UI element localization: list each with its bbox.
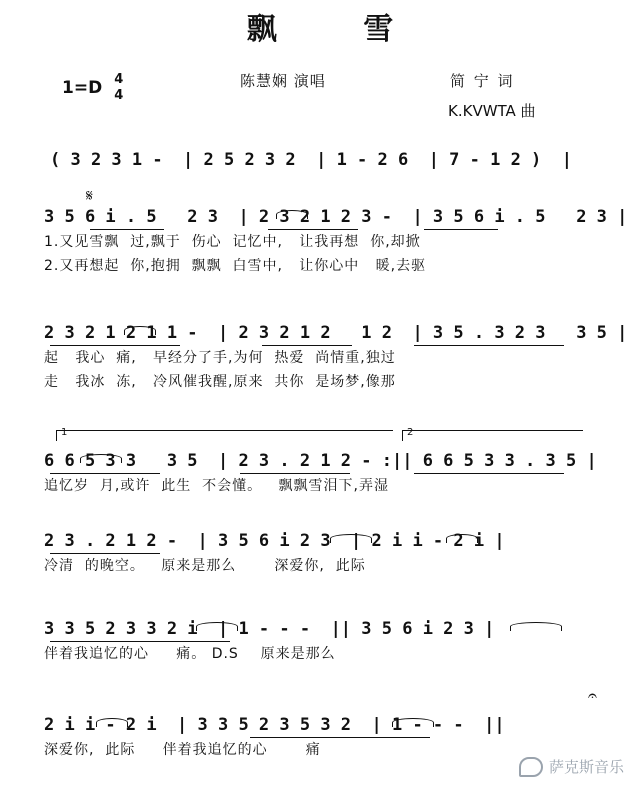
lyric-line-2: 走 我冰 冻, 冷风催我醒,原来 共你 是场梦,像那 <box>44 374 396 390</box>
lyric-line-2: 2.又再想起 你,抱拥 飘飘 白雪中, 让你心中 暖,去驱 <box>44 258 427 274</box>
notation-line: 2 3 2 1 2 1 1 - | 2 3 2 1 2 1 2 | 3 5 . 3 2 3 3 5 | <box>44 323 628 343</box>
slur-arc <box>510 622 562 631</box>
beam-line <box>50 641 230 642</box>
lyric-line-1: 伴着我追忆的心 痛。 D.S 原来是那么 <box>44 646 336 662</box>
slur-arc <box>196 622 238 631</box>
slur-arc <box>96 718 128 727</box>
notation-line: 3 5 6 i . 5 2 3 | 2 3 2 1 2 3 - | 3 5 6 i . 5 2 3 | <box>44 207 628 227</box>
lyric-line-1: 1.又见雪飘 过,飘于 伤心 记忆中, 让我再想 你,却掀 <box>44 234 421 250</box>
score-system-1 <box>44 204 628 278</box>
singer-credit: 陈慧娴 演唱 <box>240 72 326 90</box>
beam-line <box>414 473 564 474</box>
beam-line <box>424 229 498 230</box>
time-signature <box>114 72 123 104</box>
lyric-line-1: 冷清 的晚空。 原来是那么 深爱你, 此际 <box>44 558 366 574</box>
slur-arc <box>276 210 308 219</box>
volta-bracket-1 <box>56 427 393 441</box>
beam-line <box>250 737 430 738</box>
notation-line: 3 3 5 2 3 3 2 i | 1 - - - || 3 5 6 i 2 3 | <box>44 619 495 639</box>
lyric-line-1: 追忆岁 月,或许 此生 不会懂。 飘飘雪泪下,弄湿 <box>44 478 389 494</box>
lyric-line-1: 起 我心 痛, 早经分了手,为何 热爱 尚情重,独过 <box>44 350 396 366</box>
lyric-line-1: 深爱你, 此际 伴着我追忆的心 痛 <box>44 742 321 758</box>
beam-line <box>262 345 352 346</box>
volta-number: 2 <box>407 427 414 438</box>
volta-number: 1 <box>61 427 68 438</box>
beam-line <box>90 229 164 230</box>
notation-line: 6 6 5 3 3 3 5 | 2 3 . 2 1 2 - :|| 6 6 5 3 3 . 3 5 | <box>44 451 597 471</box>
time-numerator: 4 <box>114 72 124 87</box>
key-signature <box>62 72 123 104</box>
beam-line <box>268 229 358 230</box>
notation-line: 2 i i - 2 i | 3 3 5 2 3 5 3 2 | 1 - - - || <box>44 715 505 735</box>
slur-arc <box>80 454 122 463</box>
volta-bracket-2 <box>402 427 583 441</box>
slur-arc <box>124 326 156 335</box>
time-denominator: 4 <box>114 88 124 103</box>
beam-line <box>50 553 160 554</box>
slur-arc <box>392 718 434 727</box>
chat-bubble-icon <box>519 757 543 777</box>
intro-line: ( 3 2 3 1 - | 2 5 2 3 2 | 1 - 2 6 | 7 - 1 2 ) | <box>50 150 572 170</box>
beam-line <box>240 473 350 474</box>
watermark <box>519 756 624 777</box>
watermark-text: 萨克斯音乐 <box>548 758 624 776</box>
composer-credit: K.KVWTA 曲 <box>448 102 536 120</box>
segno-icon: 𝄋 <box>86 186 93 205</box>
beam-line <box>50 345 180 346</box>
beam-line <box>414 345 564 346</box>
fermata-icon: 𝄐 <box>588 686 597 705</box>
beam-line <box>50 473 160 474</box>
notation-line: 2 3 . 2 1 2 - | 3 5 6 i 2 3 | 2 i i - 2 i | <box>44 531 505 551</box>
song-title: 飘 雪 <box>246 12 432 47</box>
lyricist-credit: 简 宁 词 <box>450 72 515 90</box>
slur-arc <box>446 534 478 543</box>
slur-arc <box>330 534 372 543</box>
key-label: 1=D <box>62 78 103 98</box>
